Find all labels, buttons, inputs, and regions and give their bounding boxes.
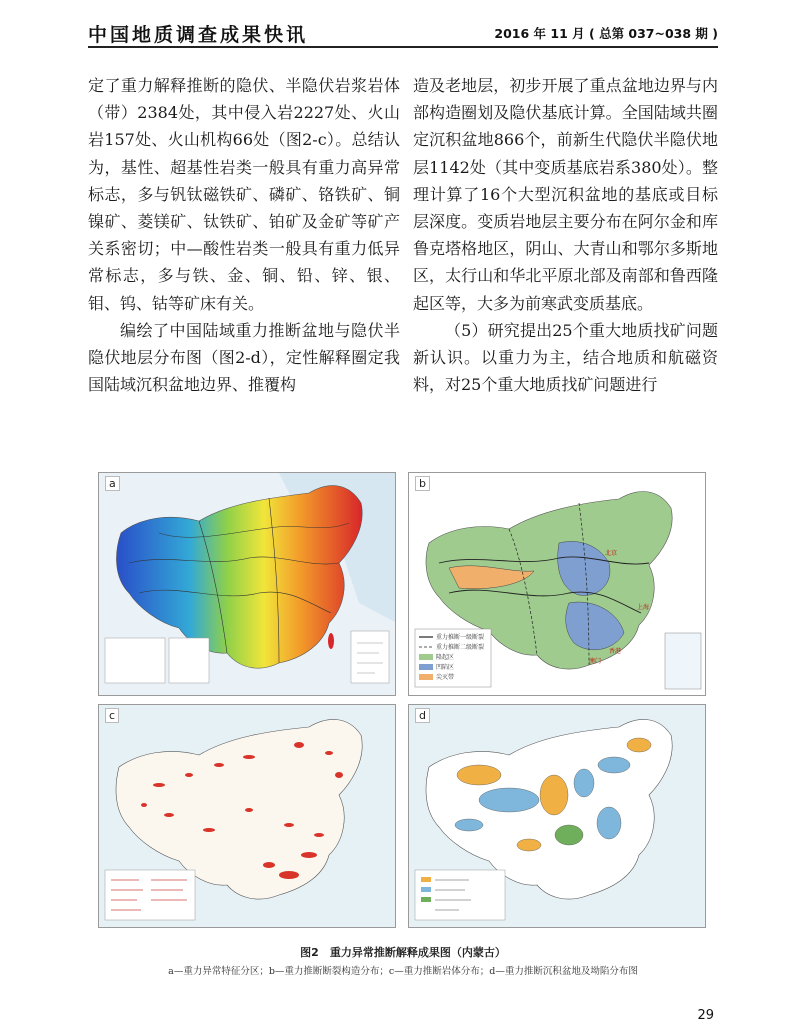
map-panel-a <box>98 472 396 696</box>
legend-item: 凹陷区 <box>436 664 455 671</box>
figure-subcaption: a—重力异常特征分区；b—重力推断断裂构造分布；c—重力推断岩体分布；d—重力推断沉积盆地及坳陷分布图 <box>168 966 638 977</box>
panel-letter: b <box>415 476 430 491</box>
map-panel-b <box>408 472 706 696</box>
legend-item: 重力推断二级断裂 <box>436 644 485 651</box>
panel-letter: a <box>105 476 120 491</box>
panel-letter: d <box>415 708 430 723</box>
city-label: 北京 <box>605 550 618 557</box>
paragraph: 造及老地层，初步开展了重点盆地边界与内部构造圈划及隐伏基底计算。全国陆域共圈定沉积盆地866个，前新生代隐伏半隐伏地层1142处（其中变质基底岩系380处）。整理计算了16个大型沉积盆地的基底或目标层深度。变质岩地层主要分布在阿尔金和库鲁克塔格地区，阴山、大青山和鄂尔多斯地区，太行山和华北平原北部及南部和鲁西隆起区等，大多为前寒武变质基底。 <box>413 76 718 313</box>
figure-2 <box>98 472 706 928</box>
journal-title: 中国地质调查成果快讯 <box>88 24 309 46</box>
header-divider <box>88 46 718 48</box>
left-column <box>88 72 400 398</box>
page-header <box>88 18 718 46</box>
fault-structure-map <box>409 473 706 696</box>
legend-item: 重力推断一级断裂 <box>436 634 485 641</box>
legend-item: 尖灭带 <box>436 674 455 681</box>
issue-info: 2016 年 11 月 ( 总第 037~038 期 ) <box>494 26 718 41</box>
map-panel-d <box>408 704 706 928</box>
gravity-anomaly-map <box>99 473 396 696</box>
city-label: 上海 <box>637 604 650 611</box>
legend-item: 隆起区 <box>436 654 455 661</box>
right-column <box>413 72 718 398</box>
paragraph: 编绘了中国陆域重力推断盆地与隐伏半隐伏地层分布图（图2-d），定性解释圈定我国陆域沉积盆地边界、推覆构 <box>88 320 400 395</box>
panel-letter: c <box>105 708 119 723</box>
page-number: 29 <box>697 1008 714 1023</box>
paragraph: （5）研究提出25个重大地质找矿问题新认识。以重力为主，结合地质和航磁资料，对25个重大地质找矿问题进行 <box>413 320 718 395</box>
paragraph: 定了重力解释推断的隐伏、半隐伏岩浆岩体（带）2384处，其中侵入岩2227处、火山岩157处、火山机构66处（图2-c）。总结认为，基性、超基性岩类一般具有重力高异常标志，多与钒钛磁铁矿、磷矿、铬铁矿、铜镍矿、菱镁矿、钛铁矿、铂矿及金矿等矿产关系密切；中—酸性岩类一般具有重力低异常标志，多与铁、金、铜、铅、锌、银、钼、钨、钴等矿床有关。 <box>88 76 400 313</box>
rock-body-map <box>99 705 396 928</box>
basin-distribution-map <box>409 705 706 928</box>
city-label: 香港 <box>609 648 622 655</box>
map-panel-c <box>98 704 396 928</box>
figure-caption: 图2 重力异常推断解释成果图（内蒙古） <box>300 946 506 959</box>
city-label: 澳门 <box>589 658 602 665</box>
